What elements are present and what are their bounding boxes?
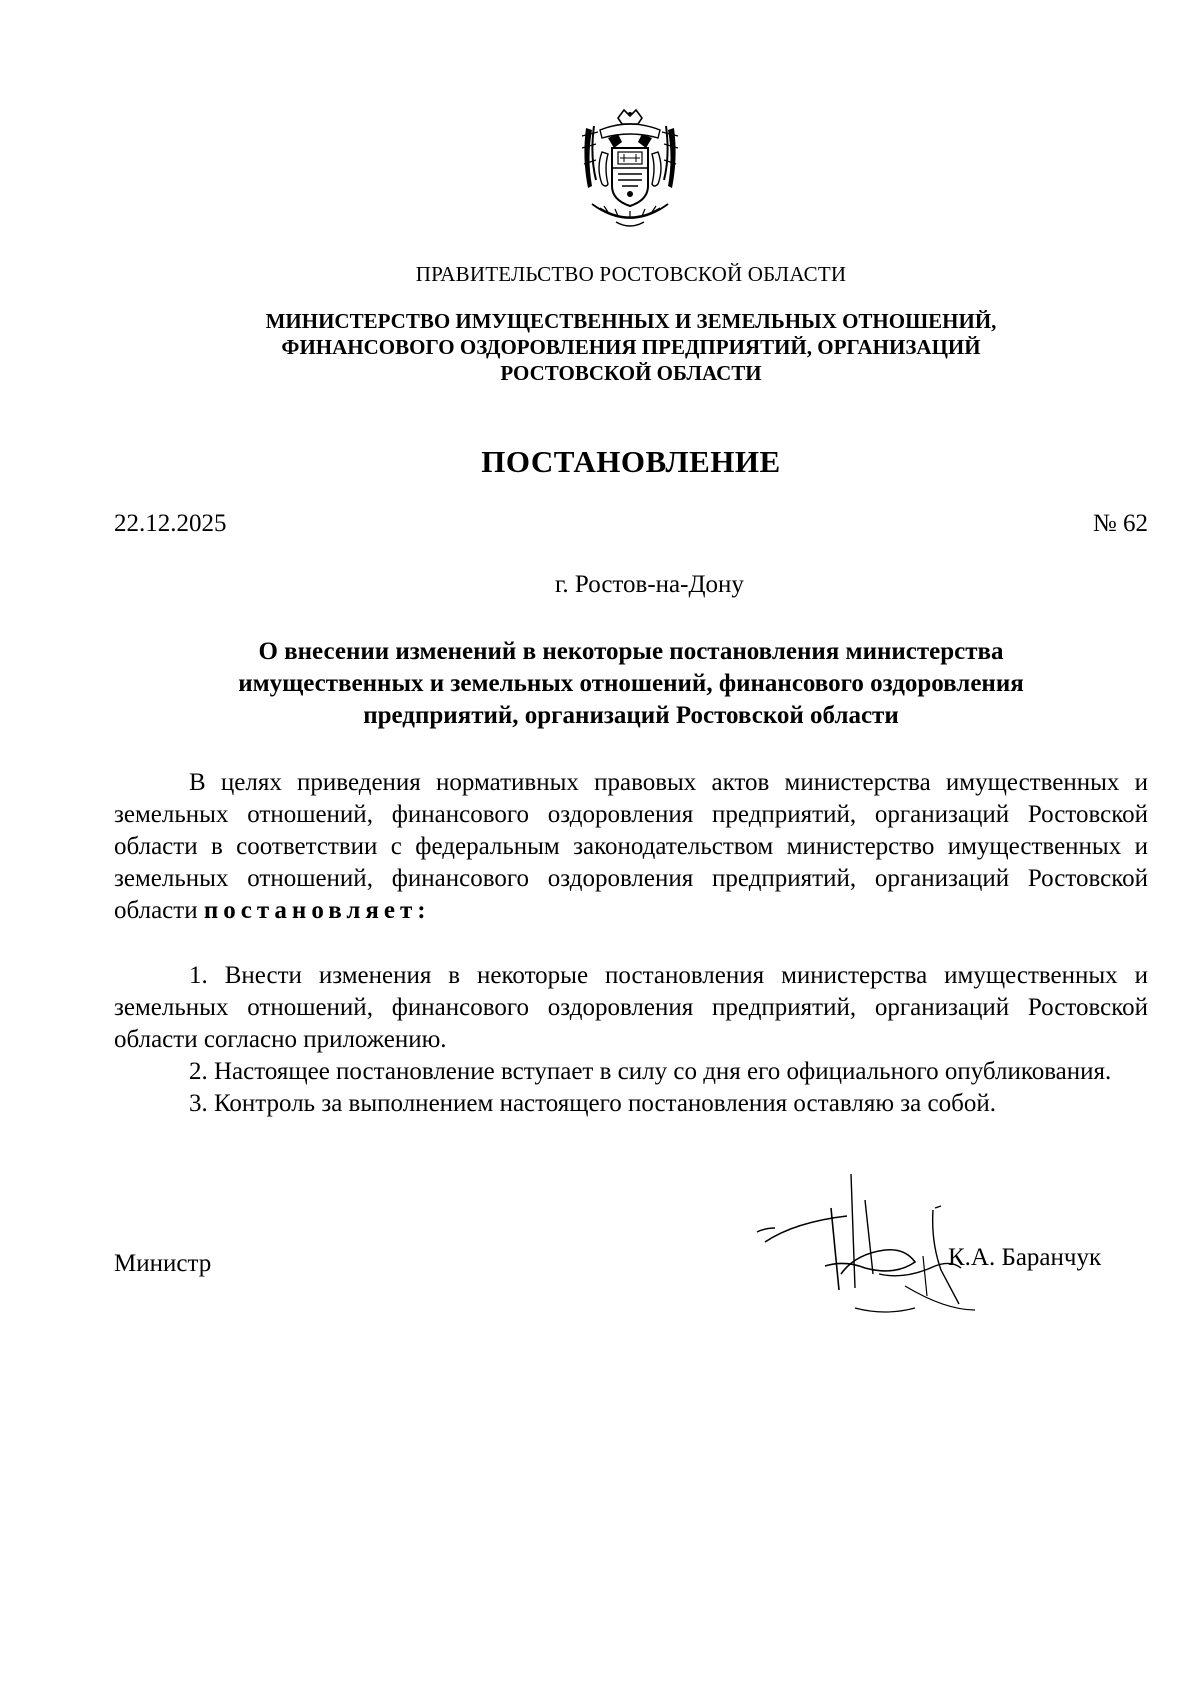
- ministry-line: МИНИСТЕРСТВО ИМУЩЕСТВЕННЫХ И ЗЕМЕЛЬНЫХ ОТНОШЕНИЙ,: [265, 309, 997, 333]
- resolution-item: 1. Внести изменения в некоторые постановления министерства имущественных и земельных отношений, финансового оздоровления предприятий, организаций Ростовской области согласно приложению.: [114, 962, 1148, 1053]
- document-city: г. Ростов-на-Дону: [555, 571, 744, 598]
- ministry-line: РОСТОВСКОЙ ОБЛАСТИ: [500, 361, 762, 385]
- preamble-paragraph: [114, 767, 1148, 927]
- resolution-item: 3. Контроль за выполнением настоящего постановления оставляю за собой.: [189, 1090, 996, 1117]
- resolution-item: 2. Настоящее постановление вступает в силу со дня его официального опубликования.: [189, 1058, 1112, 1085]
- signer-name: К.А. Баранчук: [948, 1244, 1102, 1271]
- signer-title: Министр: [114, 1250, 212, 1277]
- ministry-name: [0, 308, 1200, 386]
- coat-of-arms-icon: [578, 108, 682, 236]
- resolves-word: постановляет:: [203, 897, 431, 924]
- document-subject: [114, 636, 1148, 732]
- subject-line: имущественных и земельных отношений, финансового оздоровления: [238, 670, 1024, 697]
- preamble-text: В целях приведения нормативных правовых актов министерства имущественных и земельных отношений, финансового оздоровления предприятий, организаций Ростовской области в соответствии с федеральным законодательством министерство имущественных и земельных отношений, финансового оздоровления предприятий, организаций Ростовской области: [114, 769, 1148, 924]
- resolution-items: [114, 960, 1148, 1120]
- ministry-line: ФИНАНСОВОГО ОЗДОРОВЛЕНИЯ ПРЕДПРИЯТИЙ, ОРГАНИЗАЦИЙ: [281, 335, 981, 359]
- government-name: ПРАВИТЕЛЬСТВО РОСТОВСКОЙ ОБЛАСТИ: [415, 262, 847, 286]
- document-date: 22.12.2025: [114, 510, 227, 537]
- document-type-title: ПОСТАНОВЛЕНИЕ: [481, 444, 781, 479]
- subject-line: О внесении изменений в некоторые постановления министерства: [258, 638, 1004, 665]
- subject-line: предприятий, организаций Ростовской области: [363, 702, 899, 729]
- document-number: № 62: [1092, 510, 1148, 537]
